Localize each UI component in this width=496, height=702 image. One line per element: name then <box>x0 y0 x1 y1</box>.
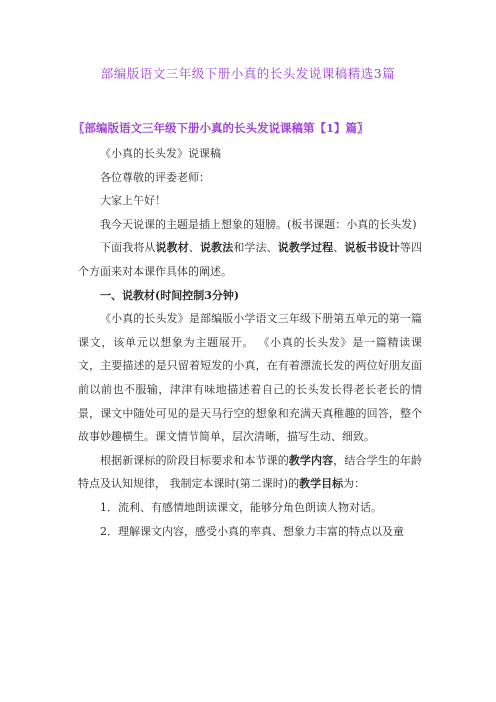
paragraph-topic: 我今天说课的主题是插上想象的翅膀。(板书课题：小真的长头发) <box>100 217 417 231</box>
objectives-text-3: 为： <box>343 477 366 491</box>
list-item-objective-2: 2．理解课文内容，感受小真的率真、想象力丰富的特点以及童 <box>100 524 404 538</box>
outline-bold-1: 说教材 <box>155 241 189 255</box>
document-body <box>78 142 422 543</box>
document-title: 部编版语文三年级下册小真的长头发说课稿精选3篇 <box>100 66 396 81</box>
outline-bold-4: 说板书设计 <box>344 241 400 255</box>
outline-bold-2: 说教法 <box>199 241 234 255</box>
outline-text-5: 等四个方面来对本课作具体的阐述。 <box>78 241 423 278</box>
outline-text-3: 和学法、 <box>233 241 278 255</box>
outline-text-1: 下面我将从 <box>100 241 156 255</box>
paragraph-good-morning: 大家上午好！ <box>100 194 166 208</box>
outline-text-2: 、 <box>188 241 200 255</box>
objectives-text-2: ，结合学生的年龄特点及认知规律， 我制定本课时(第二课时)的 <box>78 453 423 491</box>
outline-bold-3: 说教学过程 <box>277 241 334 255</box>
objectives-text-1: 根据新课标的阶段目标要求和本节课的 <box>100 453 289 467</box>
objectives-bold-2: 教学目标 <box>299 477 344 491</box>
objectives-bold-1: 教学内容 <box>288 453 334 467</box>
outline-text-4: 、 <box>333 241 345 255</box>
subheading-textbook: 一、说教材(时间控制3分钟) <box>100 288 240 302</box>
paragraph-outline <box>78 236 422 283</box>
paragraph-textbook-analysis: 《小真的长头发》是部编版小学语文三年级下册第五单元的第一篇课文，该单元以想象为主题展开。 《小真的长头发》是一篇精读课文，主要描述的是只留着短发的小真，在有着漂流长发的两位好朋友面前以前也不服输，津津有味地描述着自己的长头发长得老长老长的情景，课文中随处可见的是天马行空的想象和充满天真稚趣的回答，整个故事妙趣横生。课文情节简单，层次清晰，描写生动、细致。 <box>78 312 422 444</box>
section-heading: 〖部编版语文三年级下册小真的长头发说课稿第【1】篇〗 <box>73 121 369 135</box>
paragraph-lesson-name: 《小真的长头发》说课稿 <box>100 147 221 160</box>
paragraph-objectives-intro <box>78 449 422 496</box>
list-item-objective-1: 1．流利、有感情地朗读课文，能够分角色朗读人物对话。 <box>100 500 382 514</box>
paragraph-greeting: 各位尊敬的评委老师： <box>100 170 210 184</box>
